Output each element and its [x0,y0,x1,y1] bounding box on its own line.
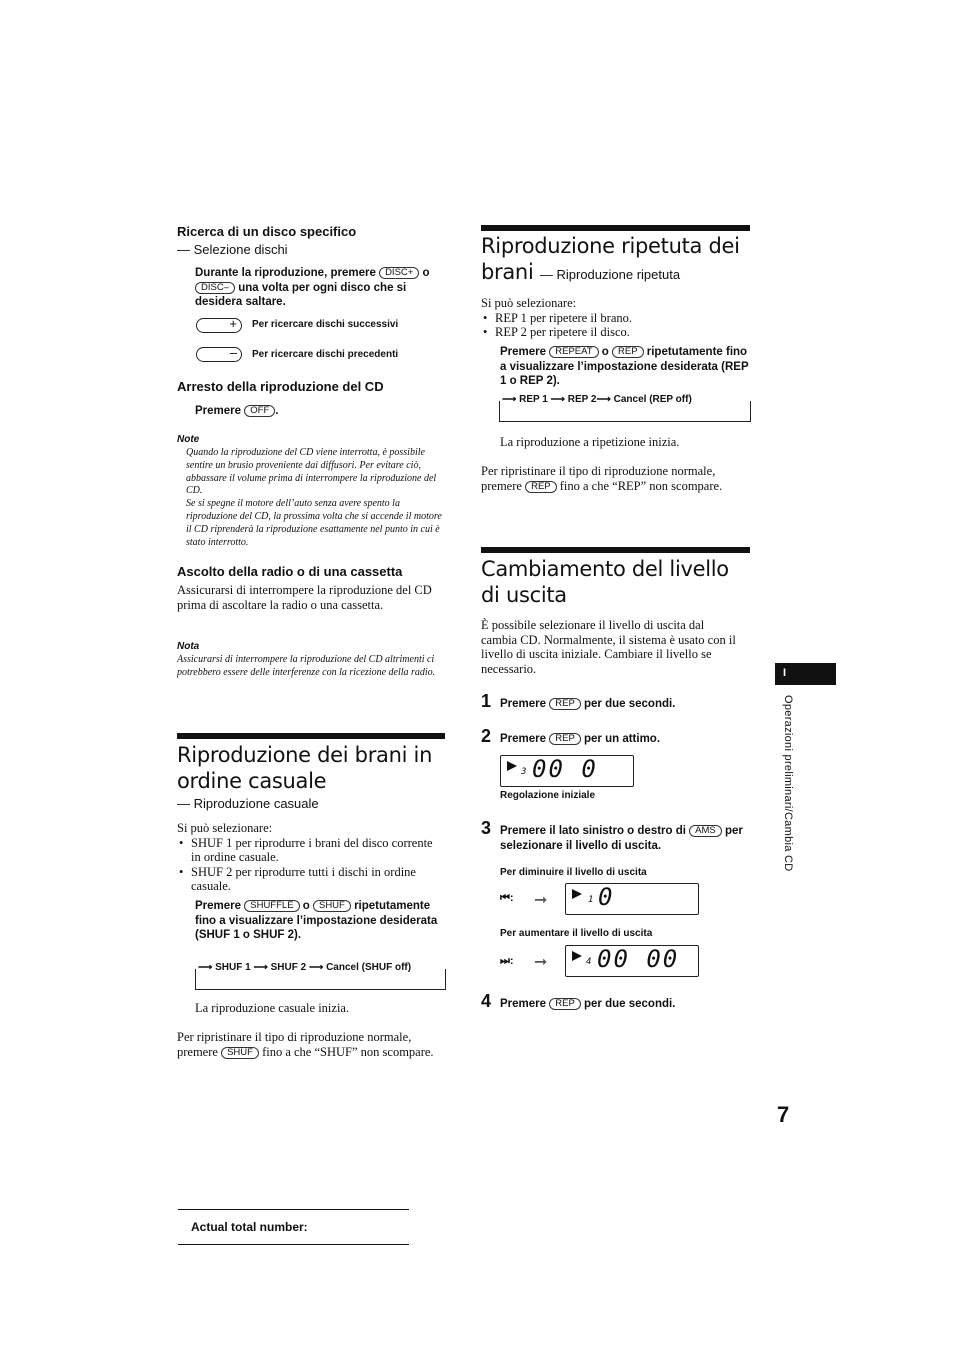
repeat-button: REPEAT [549,346,598,358]
shuffle-result: La riproduzione casuale inizia. [195,1001,350,1015]
section-rule [481,547,750,553]
section-subtitle-disc-select: — Selezione dischi [177,242,288,257]
section-title-radio: Ascolto della radio o di una cassetta [177,564,403,579]
decrease-caption: Per diminuire il livello di uscita [500,867,647,878]
title-output-level: Cambiamento del livello di uscita [481,557,729,607]
step2-instruction: Premere REP per un attimo. [500,733,661,745]
rep-button: REP [549,733,581,745]
rep-button: REP [525,481,557,493]
side-tab-label: Operazioni preliminari/Cambia CD [782,695,794,872]
arrow-icon: ➞ [534,890,548,909]
rep-button: REP [549,698,581,710]
disc-plus-button: DISC+ [379,267,419,279]
disc-plus-caption: Per ricercare dischi successivi [252,319,399,330]
list-item: • SHUF 1 per riprodurre i brani del disco corrente in ordine casuale. [177,836,439,865]
repeat-restore: Per ripristinare il tipo di riproduzione normale, premere REP fino a che “REP” non scompare. [481,464,723,493]
note-text: Quando la riproduzione del CD viene interrotta, è possibile sentire un brusio proveniente dai diffusori. Per evitare ciò, abbassare il volume prima di interrompere la riproduzione del CD. Se si spegne il motore dell’auto senza avere spento la riproduzione del CD, la prossima volta che si accende il motore il CD riprenderà la riproduzione esattamente nel punto in cui è stato interrotto. [186,447,442,548]
disc-plus-key-illustration: + [196,318,242,333]
instruction-shuffle: Premere SHUFFLE o SHUF ripetutamente fino a visualizzare l’impostazione desiderata (SHUF 1 o SHUF 2). [195,900,438,941]
page-number: 7 [777,1102,790,1127]
lcd-display-initial: 3 00 0 [500,755,634,787]
nota-text: Assicurarsi di interrompere la riproduzione del CD altrimenti ci potrebbero essere delle interferenze con la ricezione della radio. [177,654,436,678]
note-label: Note [177,434,200,445]
next-track-icon: ⏭: [500,955,514,967]
play-indicator-icon [572,889,582,899]
output-level-body: È possibile selezionare il livello di uscita dal cambia CD. Normalmente, il sistema è usato con il livello di uscita iniziale. Cambiare il livello se necessario. [481,618,736,676]
step4-instruction: Premere REP per due secondi. [500,998,676,1010]
step-number: 1 [481,691,492,711]
step1-instruction: Premere REP per due secondi. [500,698,676,710]
title-shuffle: Riproduzione dei brani in ordine casuale [177,743,433,793]
instruction-repeat: Premere REPEAT o REP ripetutamente fino a visualizzare l’impostazione desiderata (REP 1 o REP 2). [500,346,749,387]
step3-instruction: Premere il lato sinistro o destro di AMS per selezionare il livello di uscita. [500,825,743,852]
section-rule [177,733,445,739]
disc-minus-key-illustration: – [196,347,242,362]
disc-minus-caption: Per ricercare dischi precedenti [252,349,399,360]
ams-button: AMS [689,825,722,837]
step-number: 3 [481,818,492,838]
shuf-button: SHUF [313,900,351,912]
increase-caption: Per aumentare il livello di uscita [500,928,653,939]
footer-rule-bottom [178,1244,409,1245]
section-rule [481,225,750,231]
section-title-disc-search: Ricerca di un disco specifico [177,224,357,239]
repeat-result: La riproduzione a ripetizione inizia. [500,435,680,449]
arrow-icon: ➞ [534,952,548,971]
list-item: • SHUF 2 per riprodurre tutti i dischi in ordine casuale. [177,865,439,894]
instruction-disc-search: Durante la riproduzione, premere DISC+ o DISC– una volta per ogni disco che si desidera saltare. [195,267,430,308]
step-number: 2 [481,726,492,746]
footer-label: Actual total number: [191,1220,308,1234]
radio-body: Assicurarsi di interrompere la riproduzione del CD prima di ascoltare la radio o una cassetta. [177,583,432,612]
nota-label: Nota [177,641,200,652]
list-item: • REP 1 per ripetere il brano. [481,311,746,326]
play-indicator-icon [572,951,582,961]
rep-button: REP [612,346,644,358]
title-repeat: Riproduzione ripetuta dei brani — Riproduzione ripetuta [481,234,740,284]
repeat-intro-block: Si può selezionare: • REP 1 per ripetere il brano. • REP 2 per ripetere il disco. [481,296,746,340]
subtitle-shuffle: — Riproduzione casuale [177,796,319,811]
repeat-sequence: ⟶ REP 1 ⟶ REP 2⟶ Cancel (REP off) [502,394,692,405]
disc-minus-button: DISC– [195,282,235,294]
rep-button: REP [549,998,581,1010]
shuffle-intro-block: Si può selezionare: • SHUF 1 per riprodurre i brani del disco corrente in ordine casuale. • SHUF 2 per riprodurre tutti i dischi in ordine casuale. [177,821,439,894]
language-tab: I [775,663,836,685]
list-item: • REP 2 per ripetere il disco. [481,325,746,340]
footer-rule-top [178,1209,409,1210]
shuffle-sequence: ⟶ SHUF 1 ⟶ SHUF 2 ⟶ Cancel (SHUF off) [198,962,412,973]
lcd-caption-initial: Regolazione iniziale [500,790,596,801]
shuffle-restore: Per ripristinare il tipo di riproduzione normale, premere SHUF fino a che “SHUF” non scompare. [177,1030,434,1059]
off-button: OFF [244,405,275,417]
instruction-stop: Premere OFF . [195,405,279,417]
section-title-stop: Arresto della riproduzione del CD [177,379,384,394]
lcd-display-increase: 4 00 00 [565,945,699,977]
subtitle-repeat: — Riproduzione ripetuta [539,267,681,282]
step-number: 4 [481,991,492,1011]
shuffle-button: SHUFFLE [244,900,299,912]
lcd-display-decrease: 1 0 [565,883,699,915]
prev-track-icon: ⏮: [500,892,514,904]
play-indicator-icon [507,761,517,771]
shuf-button: SHUF [221,1047,259,1059]
